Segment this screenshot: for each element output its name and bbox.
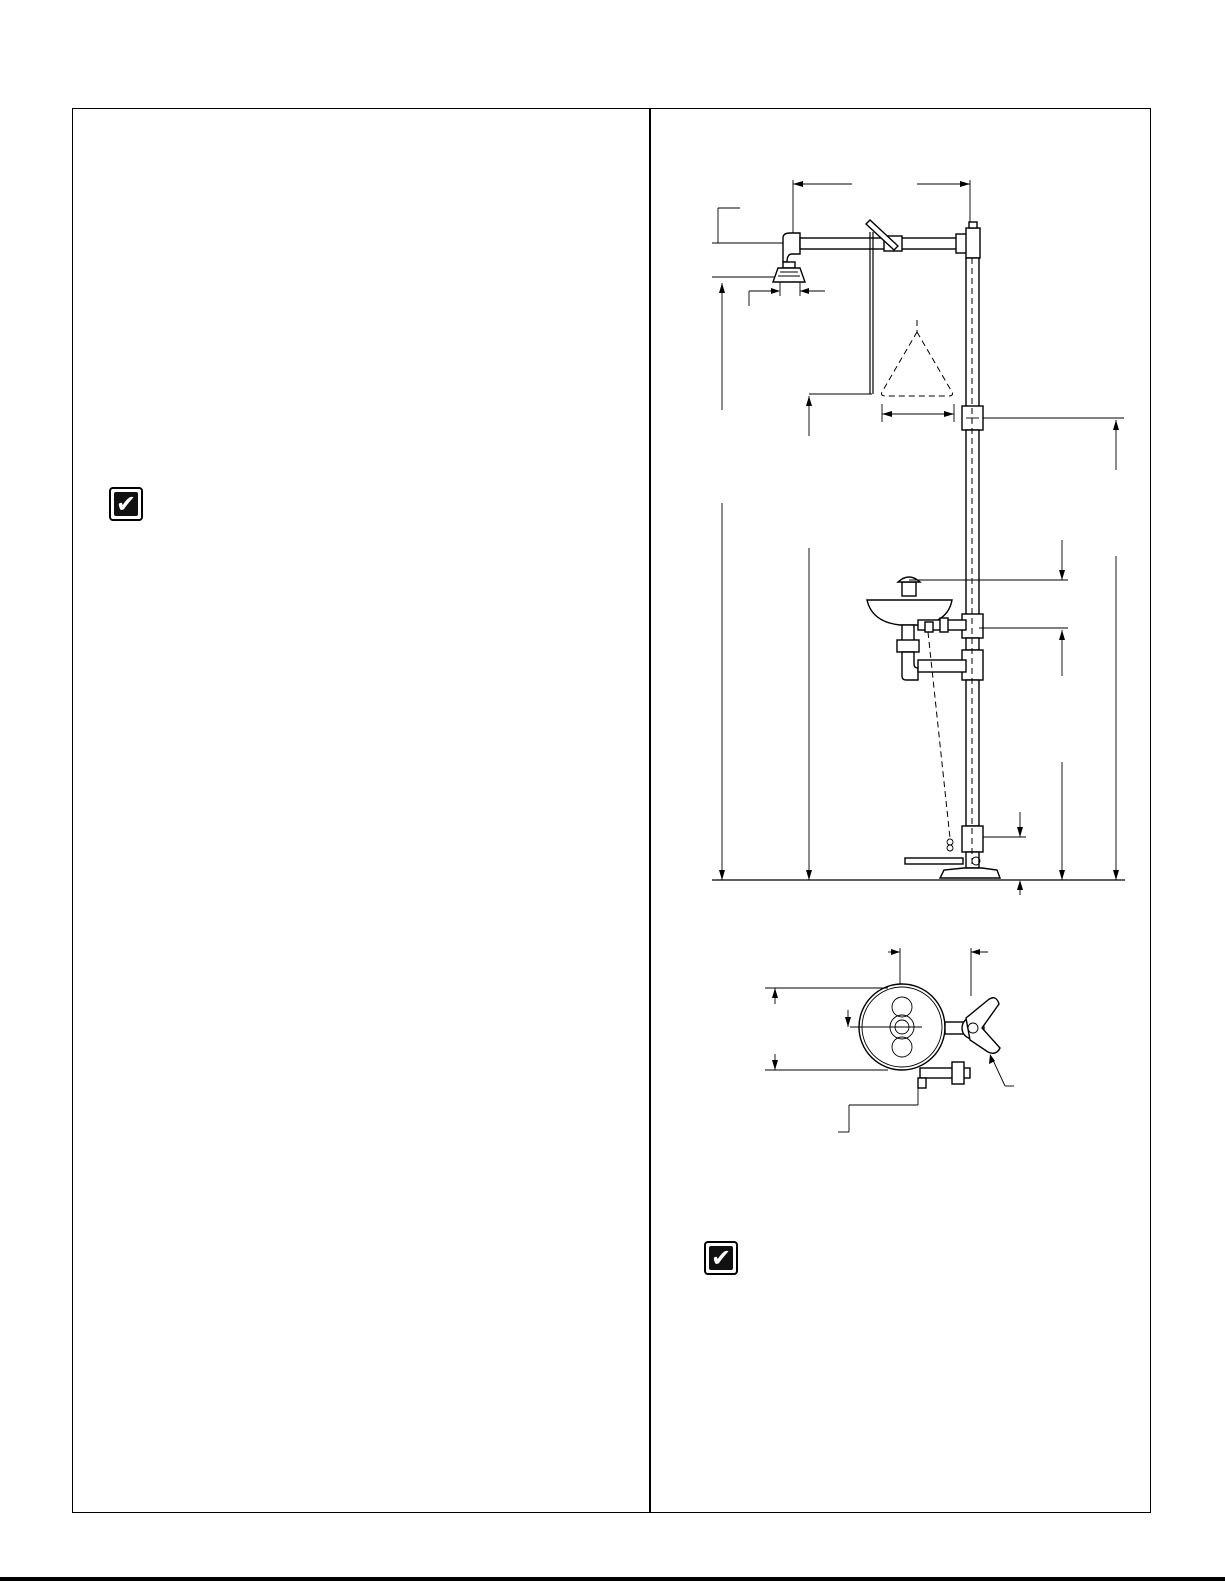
elevation-view [712,180,1125,895]
vertical-column [940,258,1000,878]
check-square-icon: ✔ [109,487,143,521]
check-square-icon: ✔ [704,1241,738,1275]
plan-view [765,948,1014,1132]
triangle-pull-handle [882,320,953,396]
eyewash-bowl [867,577,966,680]
footer-rule [0,1577,1225,1581]
